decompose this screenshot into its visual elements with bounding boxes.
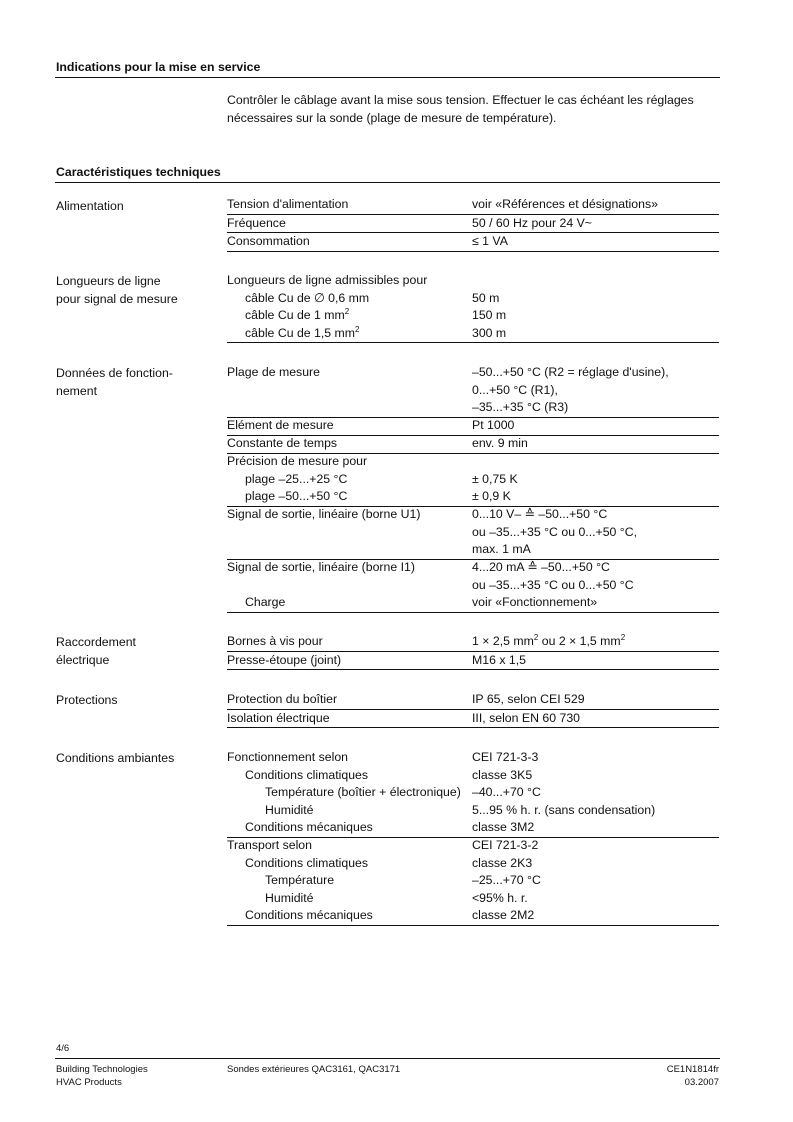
spec-group-transport [227,837,719,926]
spec-value: ≤ 1 VA [472,234,508,249]
spec-group-alimentation [227,196,719,252]
spec-group-protections [227,691,719,728]
category-label-line: Raccordement [56,635,136,649]
footer-company-line: Building Technologies [56,1064,148,1075]
spec-row [227,196,719,215]
spec-row [227,633,719,652]
spec-value: –50...+50 °C (R2 = réglage d'usine), [472,365,669,379]
spec-value-part: 1 × 2,5 mm [472,634,534,648]
spec-value: –40...+70 °C [472,785,541,800]
spec-key [227,325,472,343]
spec-value: ou –35...+35 °C ou 0...+50 °C [472,577,634,592]
spec-key: Charge [245,595,286,610]
spec-row [227,767,719,785]
section-divider [55,77,720,78]
spec-key: Conditions mécaniques [245,908,373,923]
spec-value: CEI 721-3-2 [472,838,539,852]
spec-key: Fonctionnement selon [227,750,348,764]
spec-key: Longueurs de ligne admissibles pour [227,273,428,287]
spec-value: 0...10 V– ≙ –50...+50 °C [472,507,608,521]
spec-row [227,559,719,577]
spec-key: Plage de mesure [227,365,320,379]
spec-row [227,364,719,382]
footer-date: 03.2007 [684,1077,719,1088]
category-line-lengths [56,272,221,308]
category-label-line: Données de fonction- [56,366,173,380]
spec-key: Isolation électrique [227,710,330,725]
spec-row [227,471,719,489]
spec-value: classe 3M2 [472,820,535,835]
spec-key: plage –50...+50 °C [245,489,348,504]
spec-key: Elément de mesure [227,418,334,432]
footer-product: Sondes extérieures QAC3161, QAC3171 [227,1064,401,1075]
spec-value: III, selon EN 60 730 [472,710,581,725]
spec-key: Signal de sortie, linéaire (borne I1) [227,560,415,574]
commissioning-text [227,91,727,127]
category-electrical-connection [56,633,221,669]
spec-row [227,594,719,612]
spec-key: Conditions mécaniques [245,820,373,835]
spec-value-part: ou 2 × 1,5 mm [538,634,621,648]
spec-row [227,691,719,710]
spec-value: ± 0,75 K [472,471,518,486]
spec-value: 4...20 mA ≙ –50...+50 °C [472,560,610,574]
superscript: 2 [620,633,626,642]
category-label-line: pour signal de mesure [56,292,178,306]
spec-value: CEI 721-3-3 [472,750,539,764]
category-label-line: électrique [56,653,110,667]
page-number: 4/6 [56,1043,70,1054]
spec-row [227,541,719,559]
spec-key: Humidité [265,802,314,817]
spec-value: 0...+50 °C (R1), [472,382,558,397]
spec-value: classe 2M2 [472,908,535,923]
spec-value: ou –35...+35 °C ou 0...+50 °C, [472,524,638,539]
spec-row [227,399,719,417]
spec-key: Conditions climatiques [245,855,369,870]
footer-doc-info [667,1063,719,1089]
category-label-line: Longueurs de ligne [56,274,161,288]
spec-row [227,749,719,767]
spec-key: câble Cu de ∅ 0,6 mm [245,290,370,305]
spec-row [227,488,719,506]
spec-group-operation [227,749,719,838]
spec-row [227,652,719,671]
spec-row [227,802,719,820]
spec-value: voir «Fonctionnement» [472,595,598,610]
spec-group-measuring-range [227,364,719,418]
spec-value: 300 m [472,325,507,340]
spec-key: Signal de sortie, linéaire (borne U1) [227,507,421,521]
section-title-specs: Caractéristiques techniques [56,165,221,179]
category-label-line: nement [56,384,98,398]
spec-value: ± 0,9 K [472,489,511,504]
superscript: 2 [344,307,350,317]
spec-group-time-constant [227,435,719,454]
spec-value: env. 9 min [472,436,528,450]
spec-key-text: câble Cu de 1 mm [245,308,345,323]
spec-key: Presse-étoupe (joint) [227,652,342,667]
footer-divider [55,1058,720,1059]
spec-row [227,435,719,453]
spec-value: –25...+70 °C [472,873,541,888]
commissioning-text-line: Contrôler le câblage avant la mise sous tension. Effectuer le cas échéant les réglages [227,93,694,107]
spec-row [227,506,719,524]
spec-key: Fréquence [227,215,286,230]
spec-value: IP 65, selon CEI 529 [472,692,585,706]
category-alimentation: Alimentation [56,199,124,213]
spec-group-precision [227,453,719,507]
spec-key: Protection du boîtier [227,692,338,706]
spec-key [227,307,472,325]
spec-row [227,524,719,542]
spec-row [227,784,719,802]
spec-key: Conditions climatiques [245,767,369,782]
spec-value: 5...95 % h. r. (sans condensation) [472,802,656,817]
section-title-commissioning: Indications pour la mise en service [56,60,261,74]
spec-row [227,272,719,290]
spec-row [227,325,719,343]
section-divider [55,182,720,183]
spec-key: plage –25...+25 °C [245,471,348,486]
category-protections: Protections [56,693,118,707]
spec-key: Température [265,873,335,888]
spec-value [472,633,719,651]
spec-value: 150 m [472,308,507,323]
spec-key: Constante de temps [227,436,338,450]
spec-value: max. 1 mA [472,542,531,557]
spec-value: 50 m [472,290,500,305]
spec-row [227,907,719,925]
spec-group-electrical-connection [227,633,719,670]
spec-key: Transport selon [227,838,312,852]
spec-key: Température (boîtier + électronique) [265,785,461,800]
spec-group-element [227,417,719,436]
superscript: 2 [355,324,360,334]
category-ambient-conditions: Conditions ambiantes [56,751,175,765]
spec-key: Tension d'alimentation [227,197,349,211]
spec-value: 50 / 60 Hz pour 24 V~ [472,215,592,230]
superscript: 2 [533,633,539,642]
spec-row [227,872,719,890]
spec-key: Humidité [265,890,314,905]
footer-company-line: HVAC Products [56,1077,122,1088]
spec-value: –35...+35 °C (R3) [472,400,569,415]
spec-row [227,417,719,435]
spec-key-text: câble Cu de 1,5 mm [245,325,356,340]
spec-row [227,837,719,855]
spec-row [227,233,719,252]
spec-value: classe 3K5 [472,767,533,782]
spec-row [227,307,719,325]
spec-row [227,710,719,729]
spec-value: <95% h. r. [472,890,528,905]
spec-group-output-u1 [227,506,719,560]
spec-row [227,290,719,308]
category-operating-data [56,364,221,400]
spec-row [227,215,719,234]
spec-group-output-i1 [227,559,719,613]
spec-row [227,577,719,595]
spec-key: Bornes à vis pour [227,634,323,648]
spec-value: voir «Références et désignations» [472,197,658,211]
spec-value: classe 2K3 [472,855,533,870]
spec-row [227,855,719,873]
spec-row [227,819,719,837]
footer-company [56,1063,148,1089]
spec-row [227,382,719,400]
commissioning-text-line: nécessaires sur la sonde (plage de mesure de température). [227,111,557,125]
spec-row [227,890,719,908]
footer-doc-id: CE1N1814fr [666,1064,719,1075]
spec-value: Pt 1000 [472,418,515,432]
spec-key: Précision de mesure pour [227,454,368,468]
spec-key: Consommation [227,234,310,249]
spec-group-line-lengths [227,272,719,343]
spec-row [227,453,719,471]
spec-value: M16 x 1,5 [472,652,526,667]
